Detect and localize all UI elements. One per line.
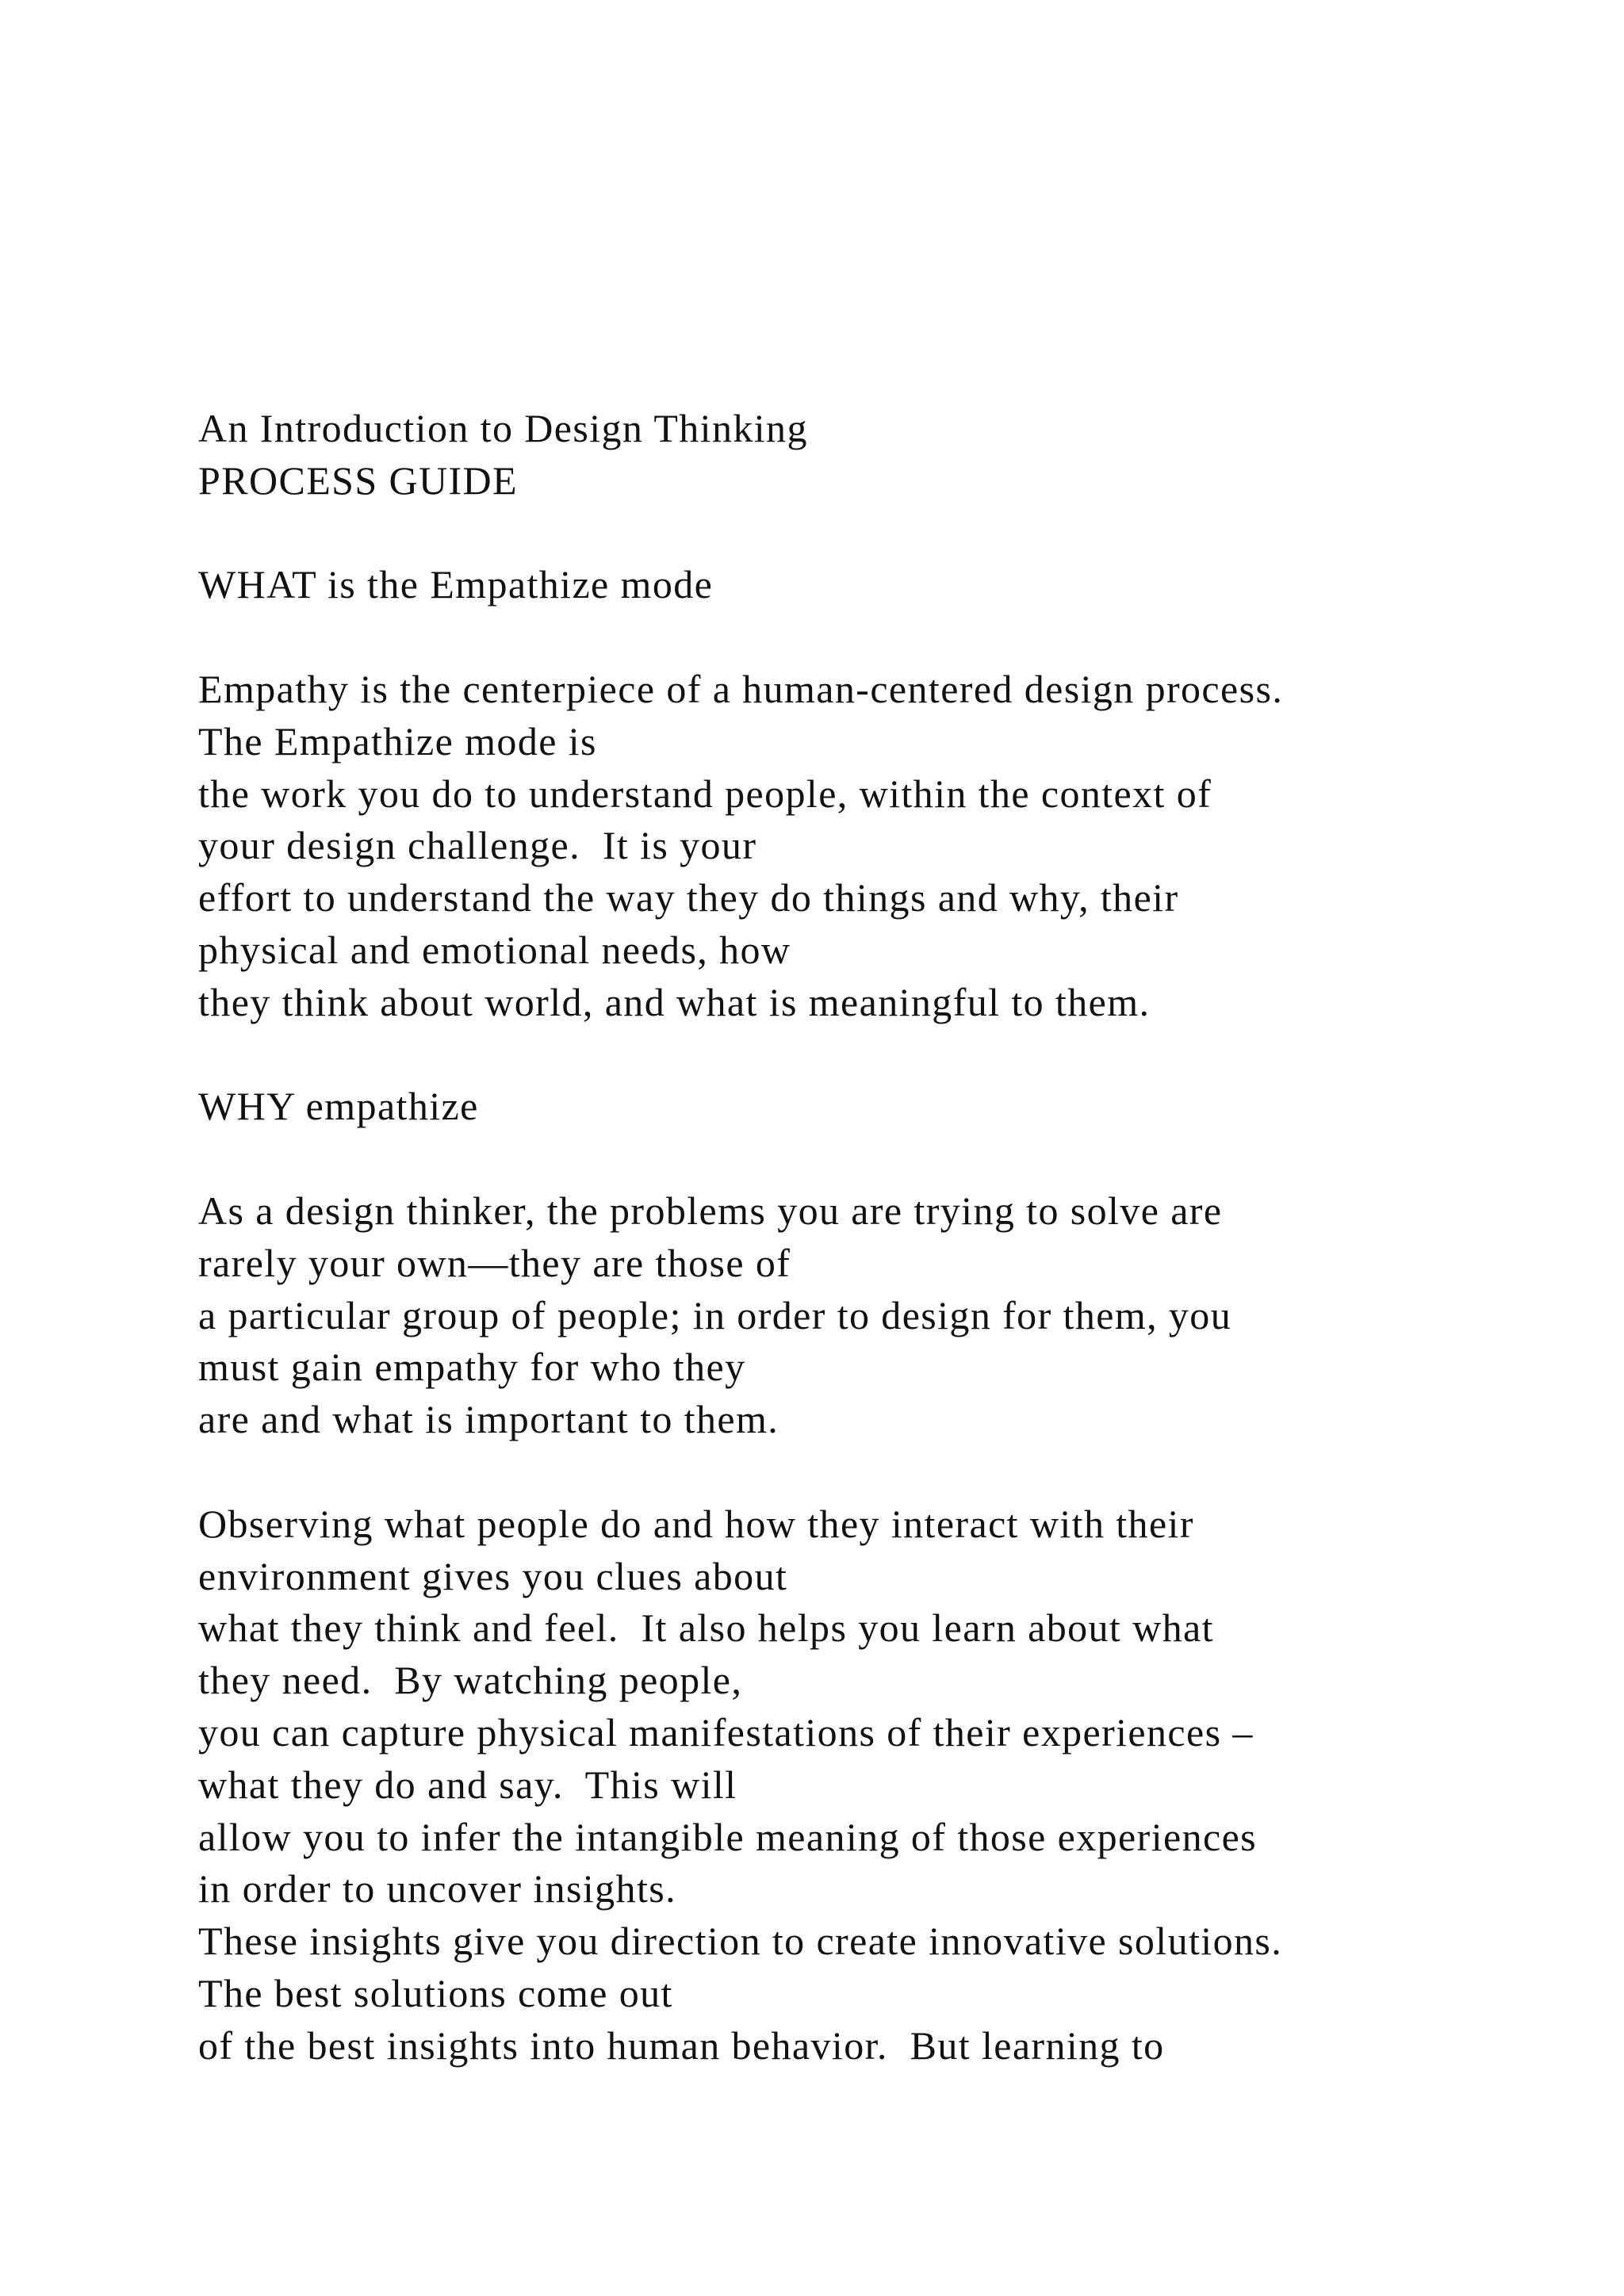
paragraph-line: physical and emotional needs, how — [198, 927, 791, 972]
section-heading-what: WHAT is the Empathize mode — [198, 562, 714, 607]
document-body — [198, 403, 1594, 2072]
spacer — [198, 507, 1594, 560]
paragraph-line: These insights give you direction to create innovative solutions. — [198, 1919, 1283, 1964]
spacer — [198, 1029, 1594, 1081]
paragraph-line: they need. By watching people, — [198, 1658, 743, 1703]
spacer — [198, 611, 1594, 664]
paragraph-line: rarely your own—they are those of — [198, 1240, 791, 1285]
paragraph-line: The best solutions come out — [198, 1970, 673, 2015]
paragraph-line: what they do and say. This will — [198, 1762, 737, 1807]
spacer — [198, 1133, 1594, 1185]
paragraph-line: what they think and feel. It also helps you learn about what — [198, 1605, 1214, 1651]
paragraph-line: your design challenge. It is your — [198, 823, 757, 868]
paragraph-line: As a design thinker, the problems you are trying to solve are — [198, 1188, 1223, 1233]
paragraph-line: Observing what people do and how they interact with their — [198, 1501, 1194, 1546]
paragraph-line: they think about world, and what is meaningful to them. — [198, 979, 1151, 1024]
paragraph-line: are and what is important to them. — [198, 1397, 779, 1442]
paragraph-line: you can capture physical manifestations of their experiences – — [198, 1709, 1254, 1755]
paragraph-line: a particular group of people; in order to design for them, you — [198, 1292, 1232, 1337]
document-subtitle: PROCESS GUIDE — [198, 457, 518, 503]
paragraph-line: must gain empathy for who they — [198, 1345, 746, 1390]
paragraph-line: of the best insights into human behavior. But learning to — [198, 2022, 1165, 2068]
paragraph-line: the work you do to understand people, within the context of — [198, 771, 1212, 816]
paragraph-line: allow you to infer the intangible meaning of those experiences — [198, 1814, 1258, 1859]
paragraph-line: environment gives you clues about — [198, 1553, 788, 1598]
section-heading-why: WHY empathize — [198, 1084, 479, 1129]
paragraph-line: Empathy is the centerpiece of a human-centered design process. — [198, 666, 1284, 711]
paragraph-line: effort to understand the way they do things and why, their — [198, 875, 1179, 920]
document-title: An Introduction to Design Thinking — [198, 406, 808, 450]
spacer — [198, 1446, 1594, 1498]
paragraph-line: The Empathize mode is — [198, 718, 597, 763]
paragraph-line: in order to uncover insights. — [198, 1866, 677, 1911]
